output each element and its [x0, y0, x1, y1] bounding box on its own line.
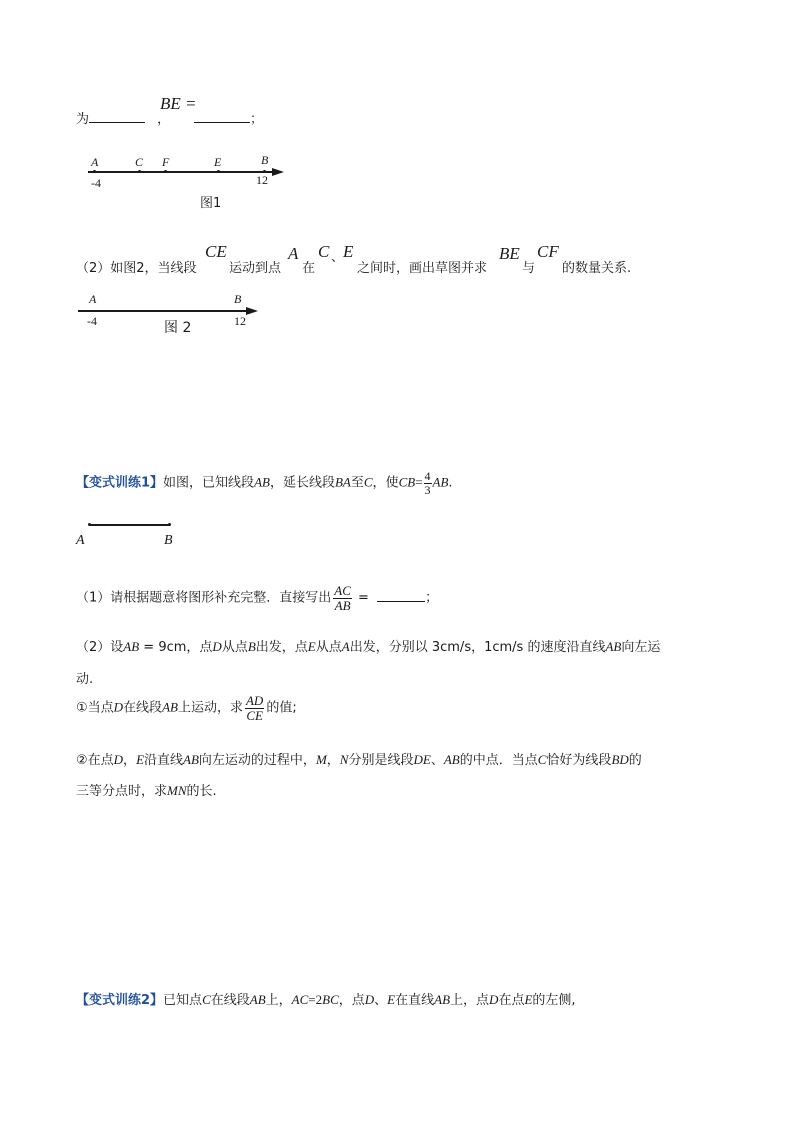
tick-12: 12: [256, 173, 268, 187]
ce-label: CE: [205, 242, 227, 261]
exercise-1-sub-2: ②在点D，E沿直线AB向左运动的过程中，M，N分别是线段DE、AB的中点．当点C恰好为线段BD的: [76, 752, 642, 768]
exercise-2-statement: 【变式训练2】已知点C在线段AB上，AC=2BC，点D、E在直线AB上，点D在点E的左侧,: [76, 992, 576, 1008]
fill-line-1b: [194, 108, 263, 127]
figure-1-caption: 图1: [200, 196, 222, 211]
exercise-1-statement: 【变式训练1】如图，已知线段AB，延长线段BA至C，使CB= $\frac{4}{3}$ AB.: [76, 469, 453, 497]
answer-blank-3: [377, 600, 425, 602]
point-e-label: E: [214, 155, 222, 169]
suffix-text: ；: [250, 112, 264, 127]
point-a-label: A: [91, 155, 99, 169]
be-label: BE =: [160, 94, 197, 113]
figure-2-caption: 图 2: [164, 320, 192, 336]
answer-blank-1: [89, 121, 145, 123]
fill-line-1: 为 ，: [76, 112, 171, 127]
fraction-ac-ab: $\frac{AC}{AB}$: [334, 583, 351, 613]
point-b-label: B: [261, 153, 269, 167]
fraction-ad-ce: $\frac{AD}{CE}$: [245, 693, 264, 723]
tick-minus-4-2: -4: [87, 314, 97, 328]
exercise-1-part-1: （1）请根据题意将图形补充完整．直接写出 $\frac{AC}{AB}$ = ；: [76, 583, 439, 613]
cf-label: CF: [537, 242, 559, 261]
be-label-2: BE: [499, 244, 520, 263]
exercise-1-sub-1: ①当点D在线段AB上运动，求 $\frac{AD}{CE}$ 的值;: [76, 693, 297, 723]
point-a-label-3: A: [76, 533, 85, 548]
arrow-right-icon: [272, 168, 284, 176]
point-f-label: F: [162, 155, 170, 169]
tick-minus-4: -4: [91, 176, 101, 190]
exercise-1-heading: 【变式训练1】: [76, 475, 164, 491]
point-c-label: C: [135, 155, 144, 169]
tick-12-2: 12: [234, 314, 246, 328]
exercise-1-part-2-cont: 动.: [76, 672, 94, 687]
exercise-1-sub-2-cont: 三等分点时，求MN的长.: [76, 783, 217, 799]
exercise-1-part-2: （2）设AB = 9cm，点D从点B出发，点E从点A出发，分别以 3cm/s，1cm/s 的速度沿直线AB向左运: [76, 639, 661, 655]
point-b-label-2: B: [234, 292, 242, 306]
prefix-text: 为: [76, 112, 90, 127]
point-a-label-2: A: [89, 292, 97, 306]
exercise-2-heading: 【变式训练2】: [76, 993, 164, 1008]
arrow-right-icon: [246, 307, 258, 315]
fraction-4-3: $\frac{4}{3}$: [424, 469, 431, 497]
answer-blank-2: [194, 121, 250, 123]
point-b-label-3: B: [164, 533, 173, 548]
